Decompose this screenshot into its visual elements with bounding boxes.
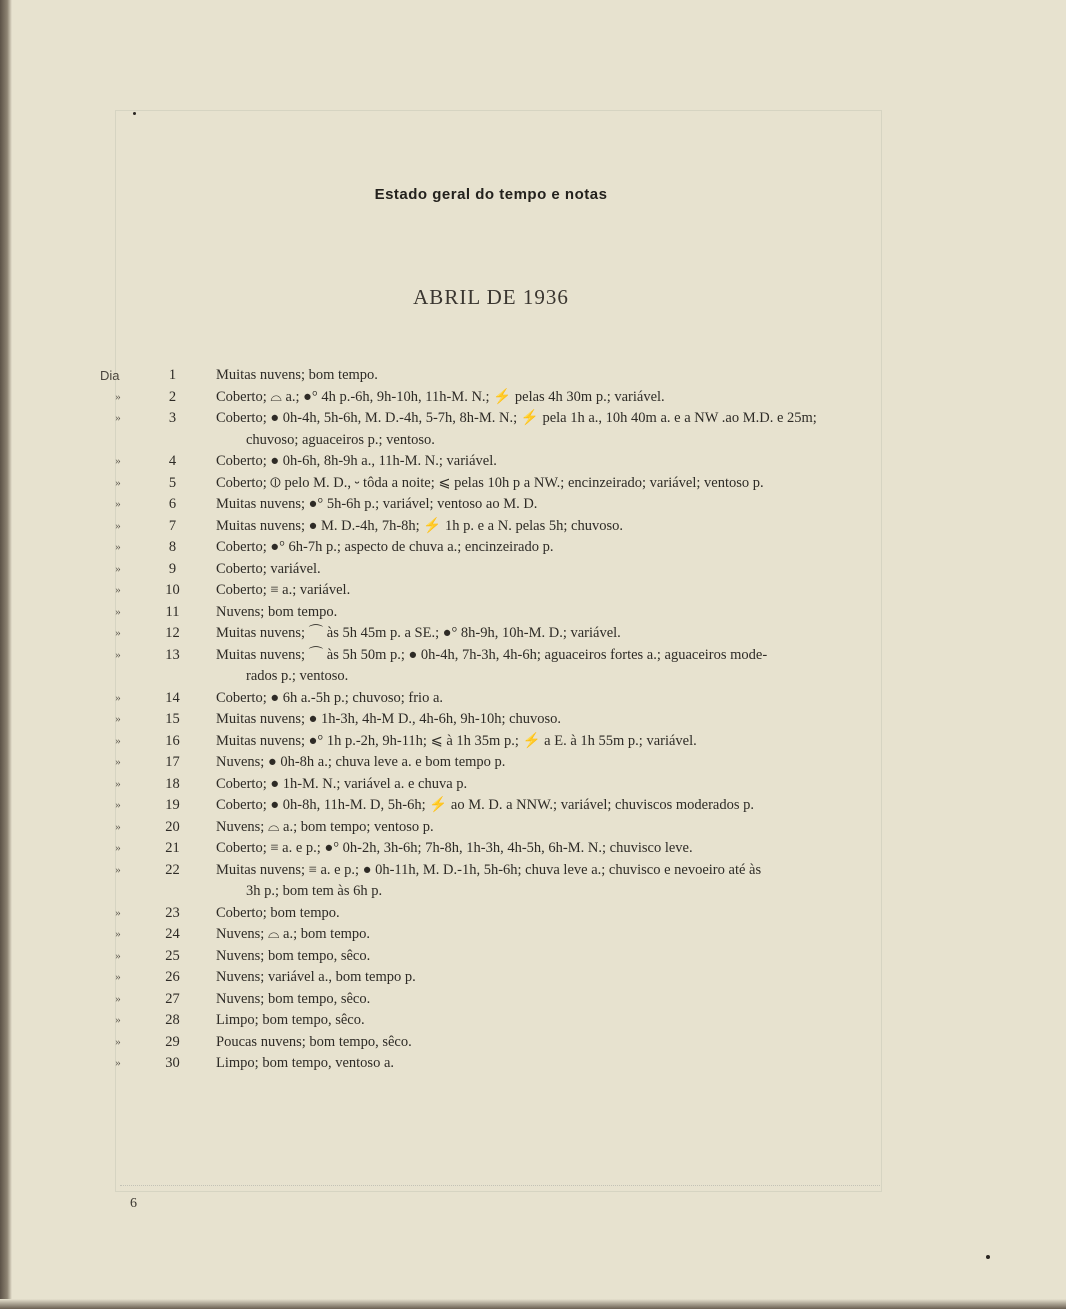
entry-row: [0, 645, 1066, 688]
weather-description: [216, 408, 881, 451]
repeat-mark: »: [115, 627, 121, 639]
day-number: 9: [168, 560, 177, 577]
entry-row: [0, 1032, 1066, 1054]
description-line: Coberto; ● 1h-M. N.; variável a. e chuva p.: [216, 775, 468, 792]
entry-row: [0, 516, 1066, 538]
repeat-mark: »: [115, 455, 121, 467]
day-number: 14: [165, 689, 180, 706]
day-number: 6: [168, 496, 177, 512]
description-line: Coberto; variável.: [216, 560, 321, 577]
repeat-mark: »: [115, 820, 121, 833]
description-line: Muitas nuvens; ● 1h-3h, 4h-M D., 4h-6h, 9h-10h; chuvoso.: [216, 711, 562, 727]
entry-row: [0, 731, 1066, 753]
repeat-mark: »: [115, 1057, 121, 1069]
weather-description: [216, 967, 881, 989]
entry-row: [0, 1010, 1066, 1032]
repeat-mark: »: [115, 412, 121, 424]
entry-row: [0, 623, 1066, 645]
repeat-mark: »: [115, 1035, 121, 1048]
entry-row: [0, 580, 1066, 602]
repeat-mark: »: [115, 842, 121, 854]
repeat-mark: »: [115, 949, 121, 962]
entry-row: [0, 688, 1066, 710]
description-line: Nuvens; variável a., bom tempo p.: [216, 969, 416, 985]
description-line: Muitas nuvens; ●° 5h-6h p.; variável; ventoso ao M. D.: [216, 496, 538, 512]
day-number: 17: [165, 754, 180, 770]
repeat-mark: »: [115, 1014, 121, 1026]
day-number: 22: [165, 861, 180, 878]
description-line: Limpo; bom tempo, ventoso a.: [216, 1055, 395, 1071]
weather-description: [216, 1032, 881, 1054]
entry-row: [0, 387, 1066, 409]
description-line: Coberto; ● 0h-6h, 8h-9h a., 11h-M. N.; variável.: [216, 453, 497, 469]
description-continuation: chuvoso; aguaceiros p.; ventoso.: [246, 431, 435, 448]
description-line: Coberto; ⌓ a.; ●° 4h p.-6h, 9h-10h, 11h-M. N.; ⚡ pelas 4h 30m p.; variável.: [216, 388, 665, 405]
description-line: Coberto; ≡ a. e p.; ●° 0h-2h, 3h-6h; 7h-8h, 1h-3h, 4h-5h, 6h-M. N.; chuvisco leve.: [216, 840, 693, 856]
day-number: 16: [165, 732, 180, 749]
weather-description: [216, 774, 881, 796]
entry-row: [0, 408, 1066, 451]
repeat-mark: »: [115, 713, 121, 725]
day-number: 30: [165, 1055, 180, 1071]
weather-description: [216, 860, 881, 903]
weather-description: [216, 709, 881, 731]
weather-description: [216, 924, 881, 946]
page-bottom-edge: [0, 1299, 1066, 1309]
repeat-mark: »: [115, 734, 121, 747]
day-number: 4: [168, 453, 177, 469]
repeat-mark: »: [115, 498, 121, 510]
day-number: 10: [165, 582, 180, 598]
weather-description: [216, 645, 881, 688]
repeat-mark: »: [115, 562, 121, 575]
repeat-mark: »: [115, 584, 121, 596]
weather-description: [216, 1053, 881, 1075]
weather-description: [216, 795, 881, 817]
weather-description: [216, 559, 881, 581]
description-line: Nuvens; bom tempo.: [216, 603, 338, 620]
description-line: Muitas nuvens; ≡ a. e p.; ● 0h-11h, M. D.-1h, 5h-6h; chuva leve a.; chuvisco e nevoeiro até às: [216, 861, 762, 878]
weather-description: [216, 451, 881, 473]
entry-row: [0, 365, 1066, 387]
entry-row: [0, 795, 1066, 817]
day-number: 2: [168, 388, 177, 405]
weather-description: [216, 602, 881, 624]
weather-description: [216, 494, 881, 516]
entry-row: [0, 903, 1066, 925]
repeat-mark: »: [115, 906, 121, 919]
footer-rule: [120, 1185, 880, 1186]
day-number: 24: [165, 926, 180, 942]
repeat-mark: »: [115, 519, 121, 532]
page-number: 6: [130, 1196, 137, 1211]
repeat-mark: »: [115, 756, 121, 768]
ink-speck: [133, 112, 136, 115]
description-line: Coberto; ⦶ pelo M. D., ⏑ tôda a noite; ⩽ pelas 10h p a NW.; encinzeirado; variável; ventoso p.: [216, 474, 764, 491]
description-line: Coberto; ≡ a.; variável.: [216, 582, 351, 598]
entry-row: [0, 709, 1066, 731]
day-number: 28: [165, 1012, 180, 1028]
day-number: 25: [165, 947, 180, 964]
entry-row: [0, 860, 1066, 903]
description-line: Coberto; ● 0h-8h, 11h-M. D, 5h-6h; ⚡ ao M. D. a NNW.; variável; chuviscos moderados p.: [216, 797, 754, 813]
description-line: Coberto; ● 6h a.-5h p.; chuvoso; frio a.: [216, 689, 444, 706]
description-line: Nuvens; ⌓ a.; bom tempo.: [216, 926, 371, 942]
description-line: Nuvens; bom tempo, sêco.: [216, 947, 371, 964]
description-line: Poucas nuvens; bom tempo, sêco.: [216, 1033, 412, 1050]
description-continuation: rados p.; ventoso.: [246, 668, 349, 684]
day-number: 21: [165, 840, 180, 856]
repeat-mark: »: [115, 928, 121, 940]
entry-row: [0, 924, 1066, 946]
weather-description: [216, 1010, 881, 1032]
weather-description: [216, 365, 881, 387]
entry-row: [0, 752, 1066, 774]
weather-description: [216, 537, 881, 559]
description-line: Muitas nuvens; bom tempo.: [216, 367, 378, 383]
section-title: Estado geral do tempo e notas: [374, 186, 608, 203]
weather-notes-list: [0, 365, 1066, 1075]
description-line: Coberto; bom tempo.: [216, 904, 340, 921]
day-number: 20: [165, 818, 180, 835]
repeat-mark: »: [115, 992, 121, 1005]
entry-row: [0, 494, 1066, 516]
day-number: 7: [168, 517, 177, 534]
description-line: Muitas nuvens; ● M. D.-4h, 7h-8h; ⚡ 1h p. e a N. pelas 5h; chuvoso.: [216, 517, 623, 534]
description-line: Muitas nuvens; ●° 1h p.-2h, 9h-11h; ⩽ à 1h 35m p.; ⚡ a E. à 1h 55m p.; variável.: [216, 732, 697, 749]
weather-description: [216, 817, 881, 839]
entry-row: [0, 451, 1066, 473]
repeat-mark: »: [115, 777, 121, 790]
description-continuation: 3h p.; bom tem às 6h p.: [246, 883, 383, 899]
day-number: 8: [168, 539, 177, 555]
entry-row: [0, 1053, 1066, 1075]
weather-description: [216, 580, 881, 602]
repeat-mark: »: [115, 541, 121, 553]
day-number: 1: [168, 367, 177, 383]
weather-description: [216, 946, 881, 968]
repeat-mark: »: [115, 648, 121, 661]
day-number: 18: [165, 775, 180, 792]
entry-row: [0, 838, 1066, 860]
weather-description: [216, 731, 881, 753]
day-number: 3: [168, 410, 177, 426]
repeat-mark: »: [115, 691, 121, 704]
month-title: ABRIL DE 1936: [413, 285, 569, 309]
entry-row: [0, 774, 1066, 796]
repeat-mark: »: [115, 971, 121, 983]
description-line: Muitas nuvens; ⌒ às 5h 45m p. a SE.; ●° 8h-9h, 10h-M. D.; variável.: [216, 625, 621, 641]
entry-row: [0, 967, 1066, 989]
weather-description: [216, 752, 881, 774]
description-line: Nuvens; ● 0h-8h a.; chuva leve a. e bom tempo p.: [216, 754, 506, 770]
description-line: Coberto; ●° 6h-7h p.; aspecto de chuva a.; encinzeirado p.: [216, 539, 554, 555]
entry-row: [0, 989, 1066, 1011]
weather-description: [216, 903, 881, 925]
repeat-mark: »: [115, 863, 121, 876]
day-number: 15: [165, 711, 180, 727]
entry-row: [0, 559, 1066, 581]
weather-description: [216, 838, 881, 860]
day-number: 29: [165, 1033, 180, 1050]
repeat-mark: »: [115, 476, 121, 489]
day-number: 12: [165, 625, 180, 641]
day-number: 27: [165, 990, 180, 1007]
day-number: 5: [168, 474, 177, 491]
weather-description: [216, 387, 881, 409]
description-line: Coberto; ● 0h-4h, 5h-6h, M. D.-4h, 5-7h, 8h-M. N.; ⚡ pela 1h a., 10h 40m a. e a NW .ao M.D. e 25m;: [216, 410, 817, 426]
weather-description: [216, 688, 881, 710]
repeat-mark: »: [115, 799, 121, 811]
entry-row: [0, 602, 1066, 624]
day-number: 26: [165, 969, 180, 985]
weather-description: [216, 623, 881, 645]
description-line: Nuvens; ⌓ a.; bom tempo; ventoso p.: [216, 818, 434, 835]
weather-description: [216, 516, 881, 538]
entry-row: [0, 473, 1066, 495]
day-number: 23: [165, 904, 180, 921]
repeat-mark: »: [115, 390, 121, 403]
day-number: 13: [165, 646, 180, 663]
ink-speck: [986, 1255, 990, 1259]
description-line: Limpo; bom tempo, sêco.: [216, 1012, 365, 1028]
dia-label: Dia: [100, 368, 120, 383]
weather-description: [216, 989, 881, 1011]
entry-row: [0, 537, 1066, 559]
description-line: Nuvens; bom tempo, sêco.: [216, 990, 371, 1007]
entry-row: [0, 946, 1066, 968]
day-number: 11: [165, 603, 180, 620]
repeat-mark: »: [115, 605, 121, 618]
entry-row: [0, 817, 1066, 839]
description-line: Muitas nuvens; ⌒ às 5h 50m p.; ● 0h-4h, 7h-3h, 4h-6h; aguaceiros fortes a.; aguaceiros mode-: [216, 646, 768, 663]
weather-description: [216, 473, 881, 495]
day-number: 19: [165, 797, 180, 813]
